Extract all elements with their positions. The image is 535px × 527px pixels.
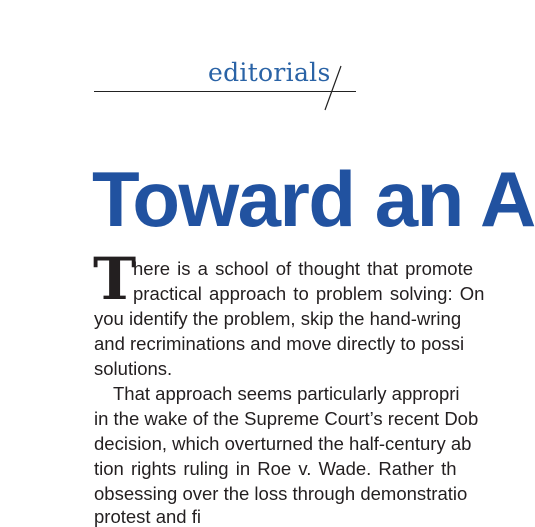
section-label: editorials: [208, 58, 331, 87]
section-slash-divider: [317, 66, 347, 110]
article-headline: Toward an A: [92, 155, 535, 243]
body-line: tion rights ruling in Roe v. Wade. Rather th: [94, 458, 457, 479]
body-line: obsessing over the loss through demonstratio: [94, 483, 468, 504]
body-line: you identify the problem, skip the hand-wring: [94, 308, 462, 329]
body-line: That approach seems particularly appropri: [113, 383, 460, 404]
body-line: in the wake of the Supreme Court’s recent Dob: [94, 408, 479, 429]
body-line: here is a school of thought that promote: [133, 258, 474, 279]
body-line: practical approach to problem solving: On: [133, 283, 485, 304]
body-line: decision, which overturned the half-century ab: [94, 433, 472, 454]
body-line: protest and fi: [94, 506, 201, 527]
body-line: and recriminations and move directly to possi: [94, 333, 465, 354]
body-line: solutions.: [94, 358, 173, 379]
drop-cap: T: [93, 245, 137, 313]
